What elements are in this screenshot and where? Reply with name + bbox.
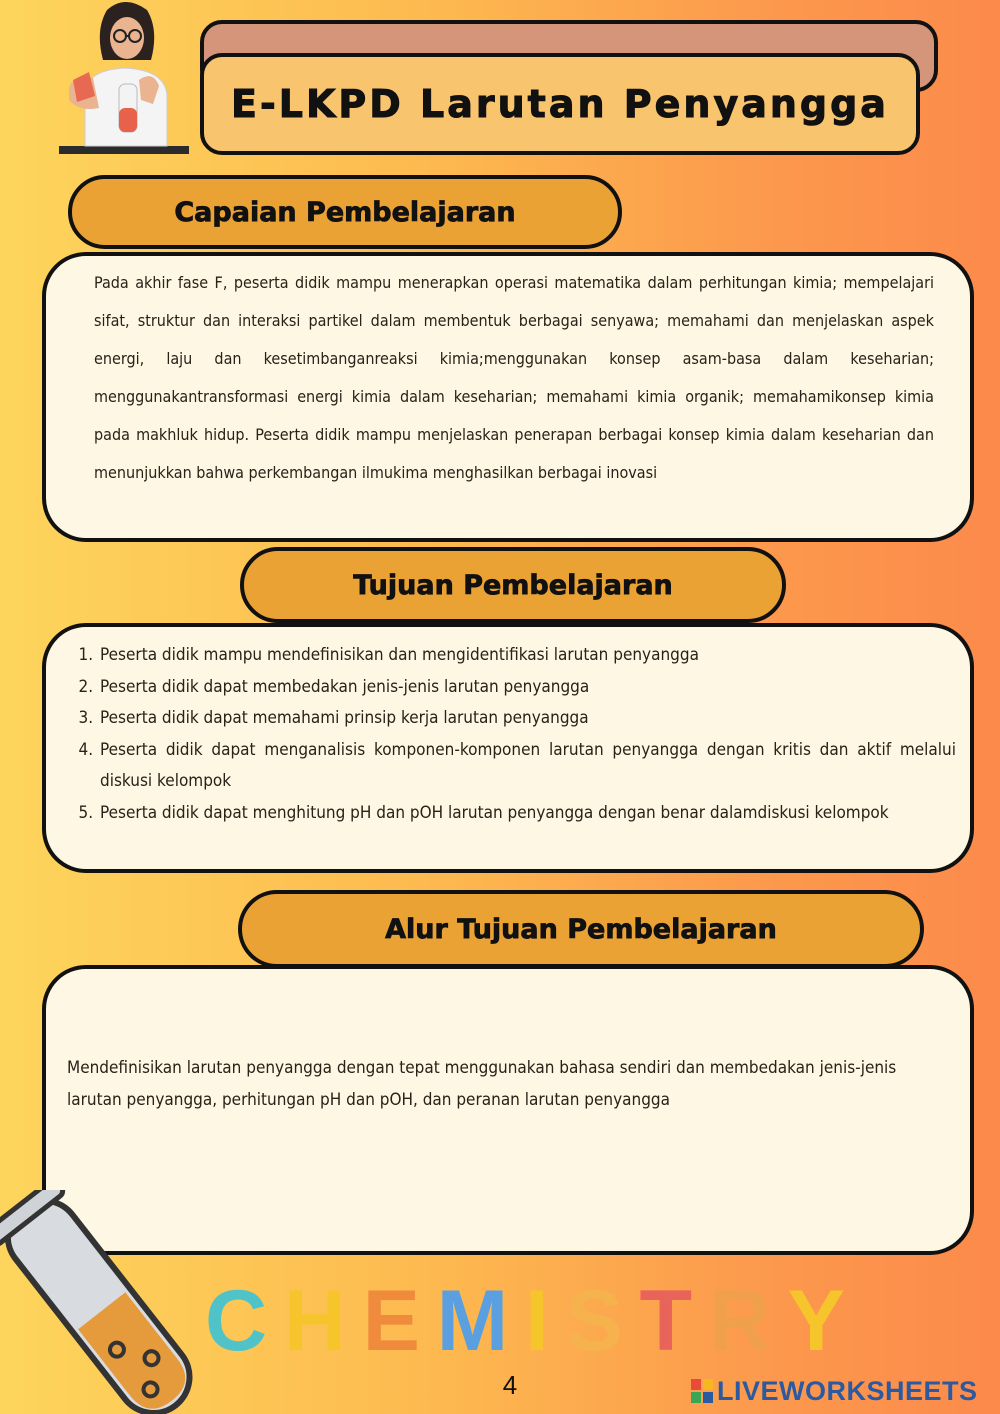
- chem-letter: H: [283, 1273, 346, 1369]
- alur-heading: Alur Tujuan Pembelajaran: [385, 913, 777, 945]
- capaian-heading-pill: [68, 175, 622, 249]
- chem-letter: R: [708, 1273, 771, 1369]
- liveworksheets-logo-icon: [690, 1378, 714, 1404]
- scientist-illustration: [55, 0, 195, 160]
- chem-letter: S: [565, 1273, 623, 1369]
- test-tube-illustration: [0, 1190, 200, 1414]
- chem-letter: I: [524, 1273, 549, 1369]
- tujuan-heading: Tujuan Pembelajaran: [353, 569, 673, 601]
- tujuan-heading-pill: [240, 547, 786, 623]
- title-banner: [200, 53, 920, 155]
- chem-letter: C: [205, 1273, 268, 1369]
- chem-letter: Y: [787, 1273, 845, 1369]
- tujuan-list: [70, 640, 956, 829]
- chem-letter: M: [436, 1273, 509, 1369]
- alur-heading-pill: [238, 890, 924, 968]
- capaian-heading: Capaian Pembelajaran: [174, 196, 516, 228]
- alur-text: Mendefinisikan larutan penyangga dengan tepat menggunakan bahasa sendiri dan membedakan jenis-jenis larutan penyangga, perhitungan pH dan pOH, dan peranan larutan penyangga: [67, 1058, 897, 1110]
- chemistry-letters: [205, 1272, 845, 1369]
- liveworksheets-brand[interactable]: [690, 1374, 978, 1408]
- list-item: 5. Peserta didik dapat menghitung pH dan pOH larutan penyangga dengan benar dalamdiskusi kelompok: [98, 798, 956, 830]
- chem-letter: E: [362, 1273, 420, 1369]
- list-item: 1. Peserta didik mampu mendefinisikan dan mengidentifikasi larutan penyangga: [98, 640, 956, 672]
- list-item: 3. Peserta didik dapat memahami prinsip kerja larutan penyangga: [98, 703, 956, 735]
- page-number: 4: [502, 1370, 518, 1400]
- page-title: E-LKPD Larutan Penyangga: [231, 82, 889, 126]
- brand-text: LIVEWORKSHEETS: [717, 1375, 978, 1406]
- chem-letter: T: [639, 1273, 693, 1369]
- capaian-text: Pada akhir fase F, peserta didik mampu menerapkan operasi matematika dalam perhitungan kimia; mempelajari sifat, struktur dan interaksi partikel dalam membentuk berbagai senyawa; memahami dan menjelaskan aspek energi, laju dan kesetimbanganreaksi kimia;menggunakan konsep asam-basa dalam keseharian; menggunakantransformasi energi kimia dalam keseharian; memahami kimia organik; memahamikonsep kimia pada makhluk hidup. Peserta didik mampu menjelaskan penerapan berbagai konsep kimia dalam keseharian dan menunjukkan bahwa perkembangan ilmukima menghasilkan berbagai inovasi: [94, 273, 934, 482]
- list-item: 2. Peserta didik dapat membedakan jenis-jenis larutan penyangga: [98, 672, 956, 704]
- list-item: 4. Peserta didik dapat menganalisis komponen-komponen larutan penyangga dengan kritis dan aktif melalui diskusi kelompok: [98, 735, 956, 798]
